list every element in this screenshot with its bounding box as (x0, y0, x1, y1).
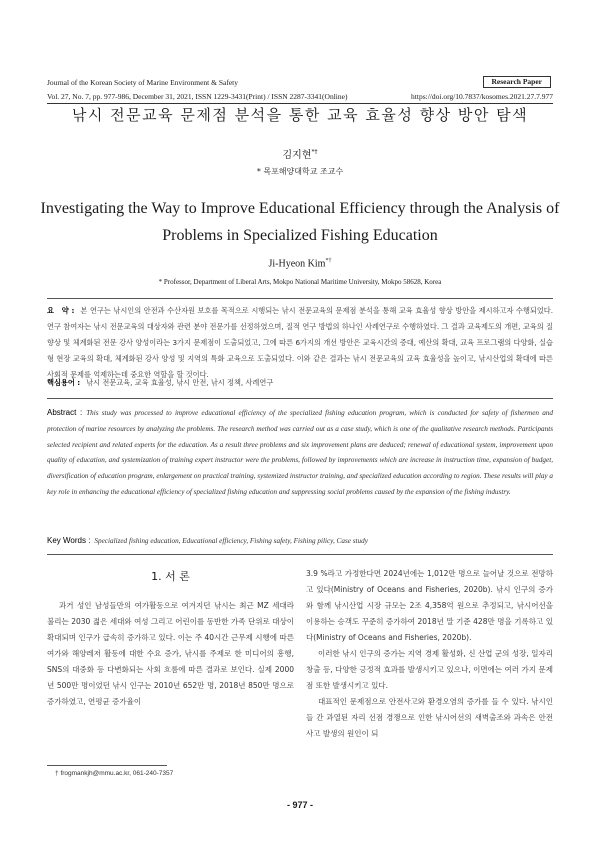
body-paragraph: 대표적인 문제점으로 안전사고와 환경오염의 증가를 들 수 있다. 낚시인들 간 과열된 자리 선점 경쟁으로 인한 낚시어선의 새벽출조와 과속은 안전사고 발생의 원인이 되 (306, 697, 553, 738)
korean-affiliation: * 목포해양대학교 조교수 (256, 167, 344, 176)
korean-abstract-label: 요 약 : (47, 306, 75, 315)
page-number: - 977 - (286, 800, 313, 810)
footnote-divider (47, 765, 167, 766)
english-abstract-text: This study was processed to improve educational efficiency of the specialized fishing education program, which is conducted for safety of fishermen and protection of marine resources by analyzing the problems. The research method was carried out as a case study, which is one of the qualitative research methods. Participants selected recipient and related experts for the education. As a result three problems and six improvement plans are deduced; renewal of educational system, improvement upon quality of education, and systemization of training expert instructor were the problems, followed by improvements which are increase in instruction time, expansion of budget, diversification of education program, enlargement on practical training, systemized instructor training, and specialized education according to region. These results will play a key role in enhancing the educational efficiency of specialized fishing education and suppressing social problems caused by the expansion of the fishing industry. (47, 409, 553, 496)
footnote-text: frogmankjh@mmu.ac.kr, 061-240-7357 (60, 770, 174, 777)
english-keywords-text: Specialized fishing education, Educational efficiency, Fishing safety, Fishing pilicy, Case study (94, 537, 368, 545)
korean-keywords (47, 378, 553, 388)
body-paragraph: 3.9 %라고 가정한다면 2024년에는 1,012만 명으로 늘어날 것으로 전망하고 있다(Ministry of Oceans and Fisheries, 2020b). 낚시 인구의 증가와 함께 낚시산업 시장 규모는 2조 4,358억 원으로 추정되고, 낚시어선을 이용하는 승객도 꾸준히 증가하여 2018년 말 기준 428만 명을 기록하고 있다(Ministry of Oceans and Fisheries, 2020b). (306, 569, 553, 642)
abstract-bottom-rule (47, 554, 553, 555)
english-author-name: Ji-Hyeon Kim (268, 258, 326, 270)
korean-abstract-text: 본 연구는 낚시인의 안전과 수산자원 보호를 목적으로 시행되는 낚시 전문교육의 문제점 분석을 통해 교육 효율성 향상 방안을 제시하고자 수행되었다. 연구 참여자는 낚시 전문교육의 대상자와 관련 분야 전문가를 선정하였으며, 질적 연구 방법의 하나인 사례연구로 수행하였다. 그 결과 교육제도의 개편, 교육의 질 향상 및 체계화된 전문 강사 양성이라는 3가지 문제점이 도출되었고, 그에 따른 6가지의 개선 방안은 교육시간의 증대, 예산의 확대, 교육 프로그램의 다양화, 실습형 현장 교육의 확대, 체계화된 강사 양성 및 지역의 특화 교육으로 도출되었다. 이와 같은 결과는 낚시 전문교육의 교육 효율성을 높이고, 낚시산업의 확대에 따른 사회적 문제를 억제하는데 중요한 역할을 할 것이다. (47, 306, 554, 379)
journal-name: Journal of the Korean Society of Marine Environment & Safety (47, 78, 238, 87)
section-heading: 1. 서 론 (151, 570, 190, 583)
footnote-mark: † (55, 770, 59, 777)
left-column (47, 566, 294, 710)
english-abstract (47, 405, 553, 501)
korean-title: 낚시 전문교육 문제점 분석을 통한 교육 효율성 향상 방안 탐색 (71, 106, 529, 124)
abstract-top-rule (47, 298, 553, 299)
english-author-mark: *† (325, 258, 332, 264)
volume-info: Vol. 27, No. 7, pp. 977-986, December 31, 2021, ISSN 1229-3431(Print) / ISSN 2287-3341(Online) (47, 92, 348, 101)
korean-abstract (47, 303, 553, 383)
right-column (306, 566, 553, 742)
korean-author-mark: *† (311, 148, 318, 156)
abstract-mid-rule (47, 398, 553, 399)
korean-author (0, 146, 600, 161)
research-paper-badge: Research Paper (483, 76, 551, 88)
english-abstract-label: Abstract : (47, 408, 83, 417)
korean-keywords-label: 핵심용어 : (47, 378, 81, 387)
english-title: Investigating the Way to Improve Educational Efficiency through the Analysis of Problems in Specialized Fishing Education (40, 200, 560, 244)
english-author (0, 258, 600, 269)
english-keywords (47, 536, 553, 545)
english-affiliation: * Professor, Department of Liberal Arts, Mokpo National Maritime University, Mokpo 58628, Korea (158, 278, 442, 286)
korean-keywords-text: 낚시 전문교육, 교육 효율성, 낚시 안전, 낚시 정책, 사례연구 (86, 378, 274, 387)
intro-paragraph: 과거 성인 남성들만의 여가활동으로 여겨지던 낚시는 최근 MZ 세대라 불리는 2030 젊은 세대와 여성 그리고 어린이를 동반한 가족 단위로 대상이 확대되며 인구가 급속히 증가하고 있다. 이는 주 40시간 근무제 시행에 따른 여가와 해양레저 활동에 대한 수요 증가, 낚시를 주제로 한 미디어의 흥행, SNS의 대중화 등 다변화되는 사회 흐름에 따른 결과로 보인다. 실제 2000년 500만 명이었던 낚시 인구는 2010년 652만 명, 2018년 850만 명으로 증가하였고, 연평균 증가율이 (47, 601, 294, 706)
corresponding-footnote (55, 770, 173, 777)
body-paragraph: 이러한 낚시 인구의 증가는 지역 경제 활성화, 신 산업 군의 성장, 일자리 창출 등, 다양한 긍정적 효과를 발생시키고 있으나, 이면에는 여러 가지 문제점 또한 발생시키고 있다. (306, 649, 553, 690)
english-keywords-label: Key Words : (47, 536, 91, 545)
doi-link[interactable]: https://doi.org/10.7837/kosomes.2021.27.7.977 (411, 92, 553, 101)
korean-author-name: 김지현 (282, 150, 312, 161)
